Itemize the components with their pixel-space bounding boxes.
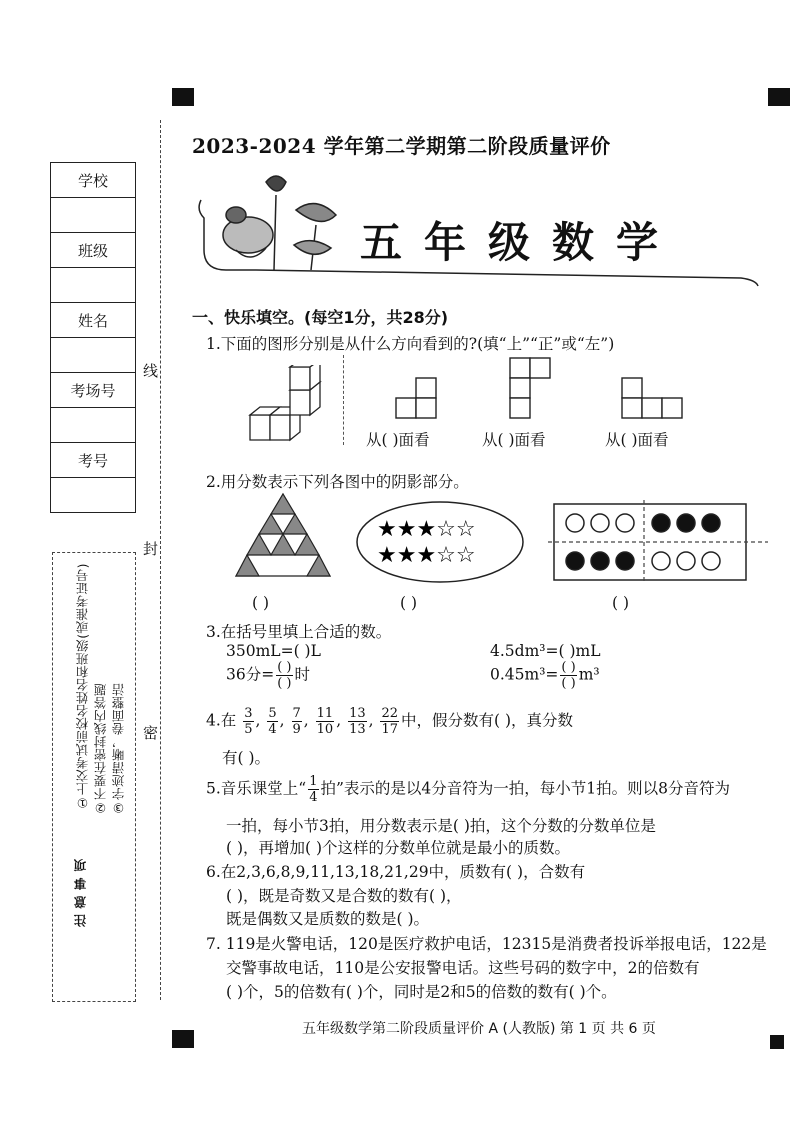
seal-line [160, 120, 161, 1000]
q1-view-b [508, 356, 556, 422]
q3-b[interactable]: 4.5dm³=( )mL [490, 642, 601, 660]
seal-line-label-line: 线 [143, 362, 159, 380]
q3-a[interactable]: 350mL=( )L [226, 642, 321, 660]
q4-frac-5: $\frac{13}{13}$ [349, 706, 366, 737]
info-id-label: 考号 [51, 443, 135, 478]
info-id-field [51, 478, 135, 512]
q3-d-suffix: m³ [578, 665, 600, 684]
student-info-table [50, 162, 136, 513]
q3-d-fraction [560, 660, 576, 691]
q4-line-1: 4.在 $\frac{3}{5}$ , $\frac{5}{4}$ , $\frac{7}{9}$ , $\frac{11}{10}$ , $\frac{13}{13}$ , $\frac{22}{17}$ 中，假分数有( )，真分数 [206, 706, 574, 737]
info-class-field [51, 268, 135, 303]
q6-line-3[interactable]: 既是偶数又是质数的数是( )。 [226, 910, 430, 928]
q1-solid-figure [245, 365, 325, 445]
info-name-label: 姓名 [51, 303, 135, 338]
q5-line-2[interactable]: 一拍，每小节3拍，用分数表示是( )拍，这个分数的分数单位是 [226, 817, 656, 835]
q2-triangle-figure [234, 492, 332, 578]
q7-line-3[interactable]: ( )个，5的倍数有( )个，同时是2和5的倍数的数有( )个。 [226, 983, 617, 1001]
q2-circles-figure [548, 500, 768, 584]
registration-mark-bottom-right [770, 1035, 784, 1049]
q3-d-denominator[interactable]: ( ) [561, 676, 576, 691]
q4-frac-4: $\frac{11}{10}$ [316, 706, 334, 737]
q4-line-2[interactable]: 有( )。 [222, 749, 271, 767]
q5-line-1 [206, 774, 730, 805]
q3-d-prefix: 0.45m³= [490, 665, 559, 684]
info-school-field [51, 198, 135, 233]
q1-divider [343, 355, 344, 445]
q4-middle[interactable]: 中，假分数有( )，真分数 [401, 711, 574, 730]
q5-suffix: 拍”表示的是以4分音符为一拍，每小节1拍。则以8分音符为 [320, 779, 731, 798]
q3-text: 3.在括号里填上合适的数。 [206, 623, 392, 641]
info-school-label: 学校 [51, 163, 135, 198]
q3-d-numerator[interactable]: ( ) [561, 660, 576, 675]
seal-line-label-secret: 密 [143, 724, 159, 742]
q3-c[interactable] [226, 660, 310, 691]
exam-title: 2023-2024 学年第二学期第二阶段质量评价 [192, 134, 611, 158]
q2-stars-row-1: ★★★☆☆ [377, 517, 476, 542]
q2-answer-1[interactable]: ( ) [252, 594, 270, 612]
q4-prefix: 4.在 [206, 711, 237, 730]
q4-frac-3: $\frac{7}{9}$ [292, 706, 301, 737]
q3-c-prefix: 36分= [226, 665, 275, 684]
q4-frac-2: $\frac{5}{4}$ [268, 706, 277, 737]
subject-title: 五年级数学 [360, 218, 681, 267]
q1-view-c [620, 376, 688, 422]
q4-frac-6: $\frac{22}{17}$ [381, 706, 399, 737]
q5-prefix: 5.音乐课堂上“ [206, 779, 307, 798]
section-1-title: 一、快乐填空。(每空1分，共28分) [192, 308, 449, 327]
q1-answer-2[interactable]: 从( )面看 [482, 431, 546, 449]
q7-line-1: 7. 119是火警电话，120是医疗救护电话，12315是消费者投诉举报电话，122是 [206, 935, 767, 953]
q5-frac: $\frac{1}{4}$ [309, 774, 318, 805]
notice-item-3: ③字迹清晰，卷面整洁 [111, 683, 126, 816]
q5-line-3[interactable]: ( )，再增加( )个这样的分数单位就是最小的质数。 [226, 839, 571, 857]
registration-mark-top-right [768, 88, 790, 106]
q2-answer-3[interactable]: ( ) [612, 594, 630, 612]
notice-item-1: ①上交考试前校名姓名和班级(或准考证号) [75, 563, 90, 811]
q1-answer-1[interactable]: 从( )面看 [366, 431, 430, 449]
info-room-field [51, 408, 135, 443]
seal-line-label-seal: 封 [143, 540, 159, 558]
q1-answer-3[interactable]: 从( )面看 [605, 431, 669, 449]
info-room-label: 考场号 [51, 373, 135, 408]
info-class-label: 班级 [51, 233, 135, 268]
q2-stars-row-2: ★★★☆☆ [377, 543, 476, 568]
q1-view-a [394, 376, 442, 422]
notice-box [52, 552, 136, 1002]
q3-c-numerator[interactable]: ( ) [277, 660, 292, 675]
page-footer: 五年级数学第二阶段质量评价 A (人教版) 第 1 页 共 6 页 [302, 1021, 656, 1037]
q2-answer-2[interactable]: ( ) [400, 594, 418, 612]
info-name-field [51, 338, 135, 373]
q3-c-suffix: 时 [294, 665, 311, 684]
q3-c-fraction [276, 660, 292, 691]
q2-stars-figure [355, 500, 525, 584]
q3-d[interactable] [490, 660, 600, 691]
q6-line-2[interactable]: ( )，既是奇数又是合数的数有( )， [226, 887, 462, 905]
notice-item-2: ②不要在密封线内答题 [93, 683, 108, 816]
q6-line-1[interactable]: 6.在2,3,6,8,9,11,13,18,21,29中，质数有( )，合数有 [206, 863, 586, 881]
registration-mark-top-left [172, 88, 194, 106]
q3-c-denominator[interactable]: ( ) [277, 676, 292, 691]
registration-mark-bottom-left [172, 1030, 194, 1048]
q4-frac-1: $\frac{3}{5}$ [244, 706, 253, 737]
notice-heading: 注意事项 [73, 853, 88, 927]
q7-line-2: 交警事故电话，110是公安报警电话。这些号码的数字中，2的倍数有 [226, 959, 700, 977]
q2-text: 2.用分数表示下列各图中的阴影部分。 [206, 473, 469, 491]
q1-text: 1.下面的图形分别是从什么方向看到的?(填“上”“正”或“左”) [206, 335, 615, 353]
